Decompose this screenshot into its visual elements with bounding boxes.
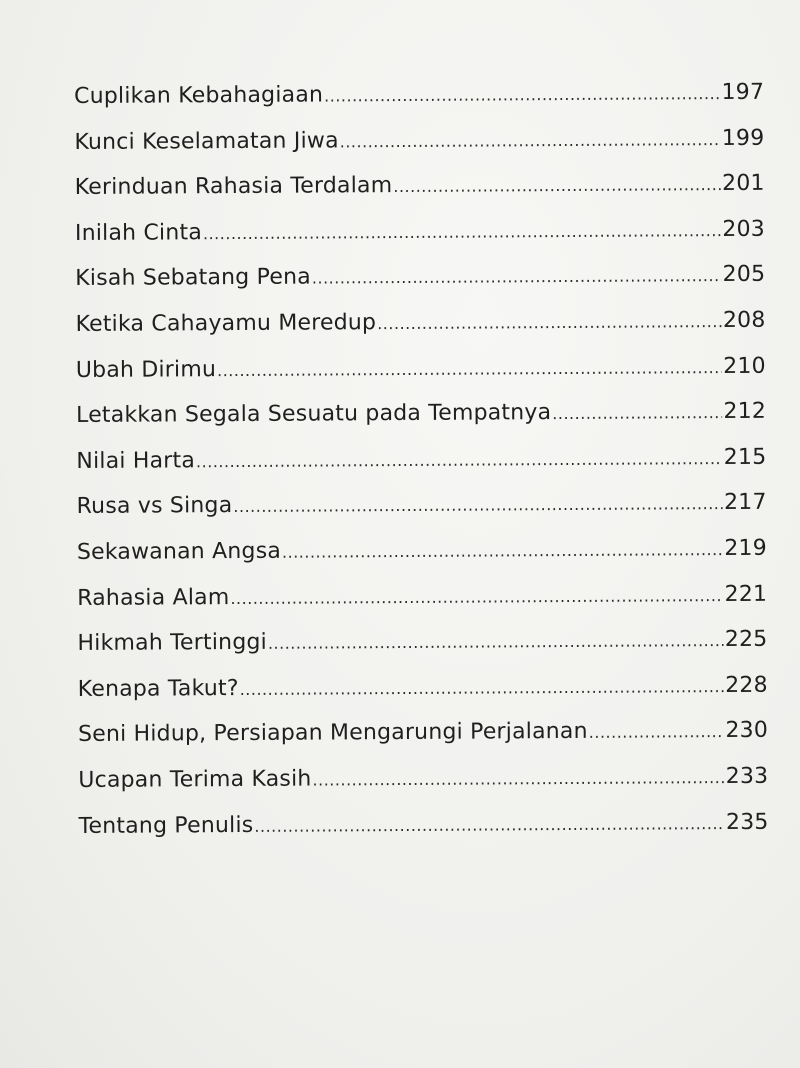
toc-dot-leader xyxy=(196,436,723,485)
toc-entry-title: Ucapan Terima Kasih xyxy=(78,766,312,793)
toc-dot-leader xyxy=(233,481,723,530)
toc-entry-page: 221 xyxy=(724,581,768,607)
toc-entry-page: 208 xyxy=(722,307,766,334)
toc-dot-leader xyxy=(324,71,721,119)
toc-entry-title: Sekawanan Angsa xyxy=(76,538,282,565)
toc-dot-leader xyxy=(312,253,722,301)
toc-entry-title: Tentang Penulis xyxy=(78,812,254,839)
toc-entry-title: Rahasia Alam xyxy=(77,584,230,611)
toc-entry-title: Kerinduan Rahasia Terdalam xyxy=(74,173,393,201)
toc-entry-page: 230 xyxy=(725,718,769,744)
toc-entry-page: 201 xyxy=(722,170,765,197)
toc-entry-title: Cuplikan Kebahagiaan xyxy=(74,82,324,109)
toc-entry xyxy=(75,252,765,302)
toc-entry xyxy=(77,526,767,576)
toc-dot-leader xyxy=(589,709,725,755)
table-of-contents xyxy=(74,70,769,849)
toc-entry-title: Kunci Keselamatan Jiwa xyxy=(74,127,339,155)
toc-dot-leader xyxy=(230,573,723,622)
toc-entry-title: Ketika Cahayamu Meredup xyxy=(75,310,377,337)
toc-entry-title: Rusa vs Singa xyxy=(76,493,233,520)
toc-dot-leader xyxy=(340,117,721,165)
toc-entry-page: 199 xyxy=(721,125,765,151)
toc-entry-page: 210 xyxy=(723,353,766,379)
toc-entry-title: Kisah Sebatang Pena xyxy=(75,264,311,292)
toc-entry xyxy=(78,662,768,712)
toc-dot-leader xyxy=(552,390,722,437)
toc-entry xyxy=(76,389,766,439)
toc-entry-page: 228 xyxy=(725,672,768,698)
toc-entry xyxy=(74,115,764,165)
toc-entry xyxy=(75,298,765,348)
toc-entry-page: 235 xyxy=(725,809,769,835)
toc-entry xyxy=(74,70,764,120)
toc-entry-title: Inilah Cinta xyxy=(74,220,203,246)
toc-entry xyxy=(76,435,766,485)
toc-entry xyxy=(78,754,768,804)
toc-entry-page: 212 xyxy=(723,398,767,425)
toc-entry xyxy=(77,480,767,530)
toc-entry xyxy=(77,617,767,667)
toc-dot-leader xyxy=(393,162,721,210)
toc-entry-title: Seni Hidup, Persiapan Mengarungi Perjalanan xyxy=(77,719,588,748)
toc-entry-title: Letakkan Segala Sesuatu pada Tempatnya xyxy=(76,400,552,429)
toc-entry xyxy=(78,799,768,849)
toc-entry-title: Hikmah Tertinggi xyxy=(77,629,268,657)
toc-entry xyxy=(77,571,767,621)
toc-entry-page: 215 xyxy=(723,444,767,470)
toc-entry xyxy=(76,343,766,393)
toc-entry-title: Nilai Harta xyxy=(76,448,196,474)
toc-dot-leader xyxy=(203,208,722,257)
toc-entry-title: Kenapa Takut? xyxy=(77,675,239,702)
toc-entry-page: 205 xyxy=(722,262,766,288)
toc-entry xyxy=(75,207,765,257)
toc-dot-leader xyxy=(377,299,722,347)
toc-entry-page: 233 xyxy=(725,763,769,789)
toc-entry-page: 225 xyxy=(724,626,768,653)
toc-entry-page: 197 xyxy=(721,79,765,106)
toc-entry-page: 219 xyxy=(724,535,767,561)
toc-entry-page: 203 xyxy=(722,216,766,242)
toc-dot-leader xyxy=(312,755,724,803)
toc-entry xyxy=(78,708,768,758)
toc-dot-leader xyxy=(268,618,724,666)
toc-entry xyxy=(75,161,765,211)
toc-entry-title: Ubah Dirimu xyxy=(75,356,217,383)
toc-dot-leader xyxy=(240,664,725,713)
toc-entry-page: 217 xyxy=(723,490,767,516)
toc-dot-leader xyxy=(254,801,725,849)
toc-dot-leader xyxy=(282,527,724,575)
toc-dot-leader xyxy=(217,345,722,394)
